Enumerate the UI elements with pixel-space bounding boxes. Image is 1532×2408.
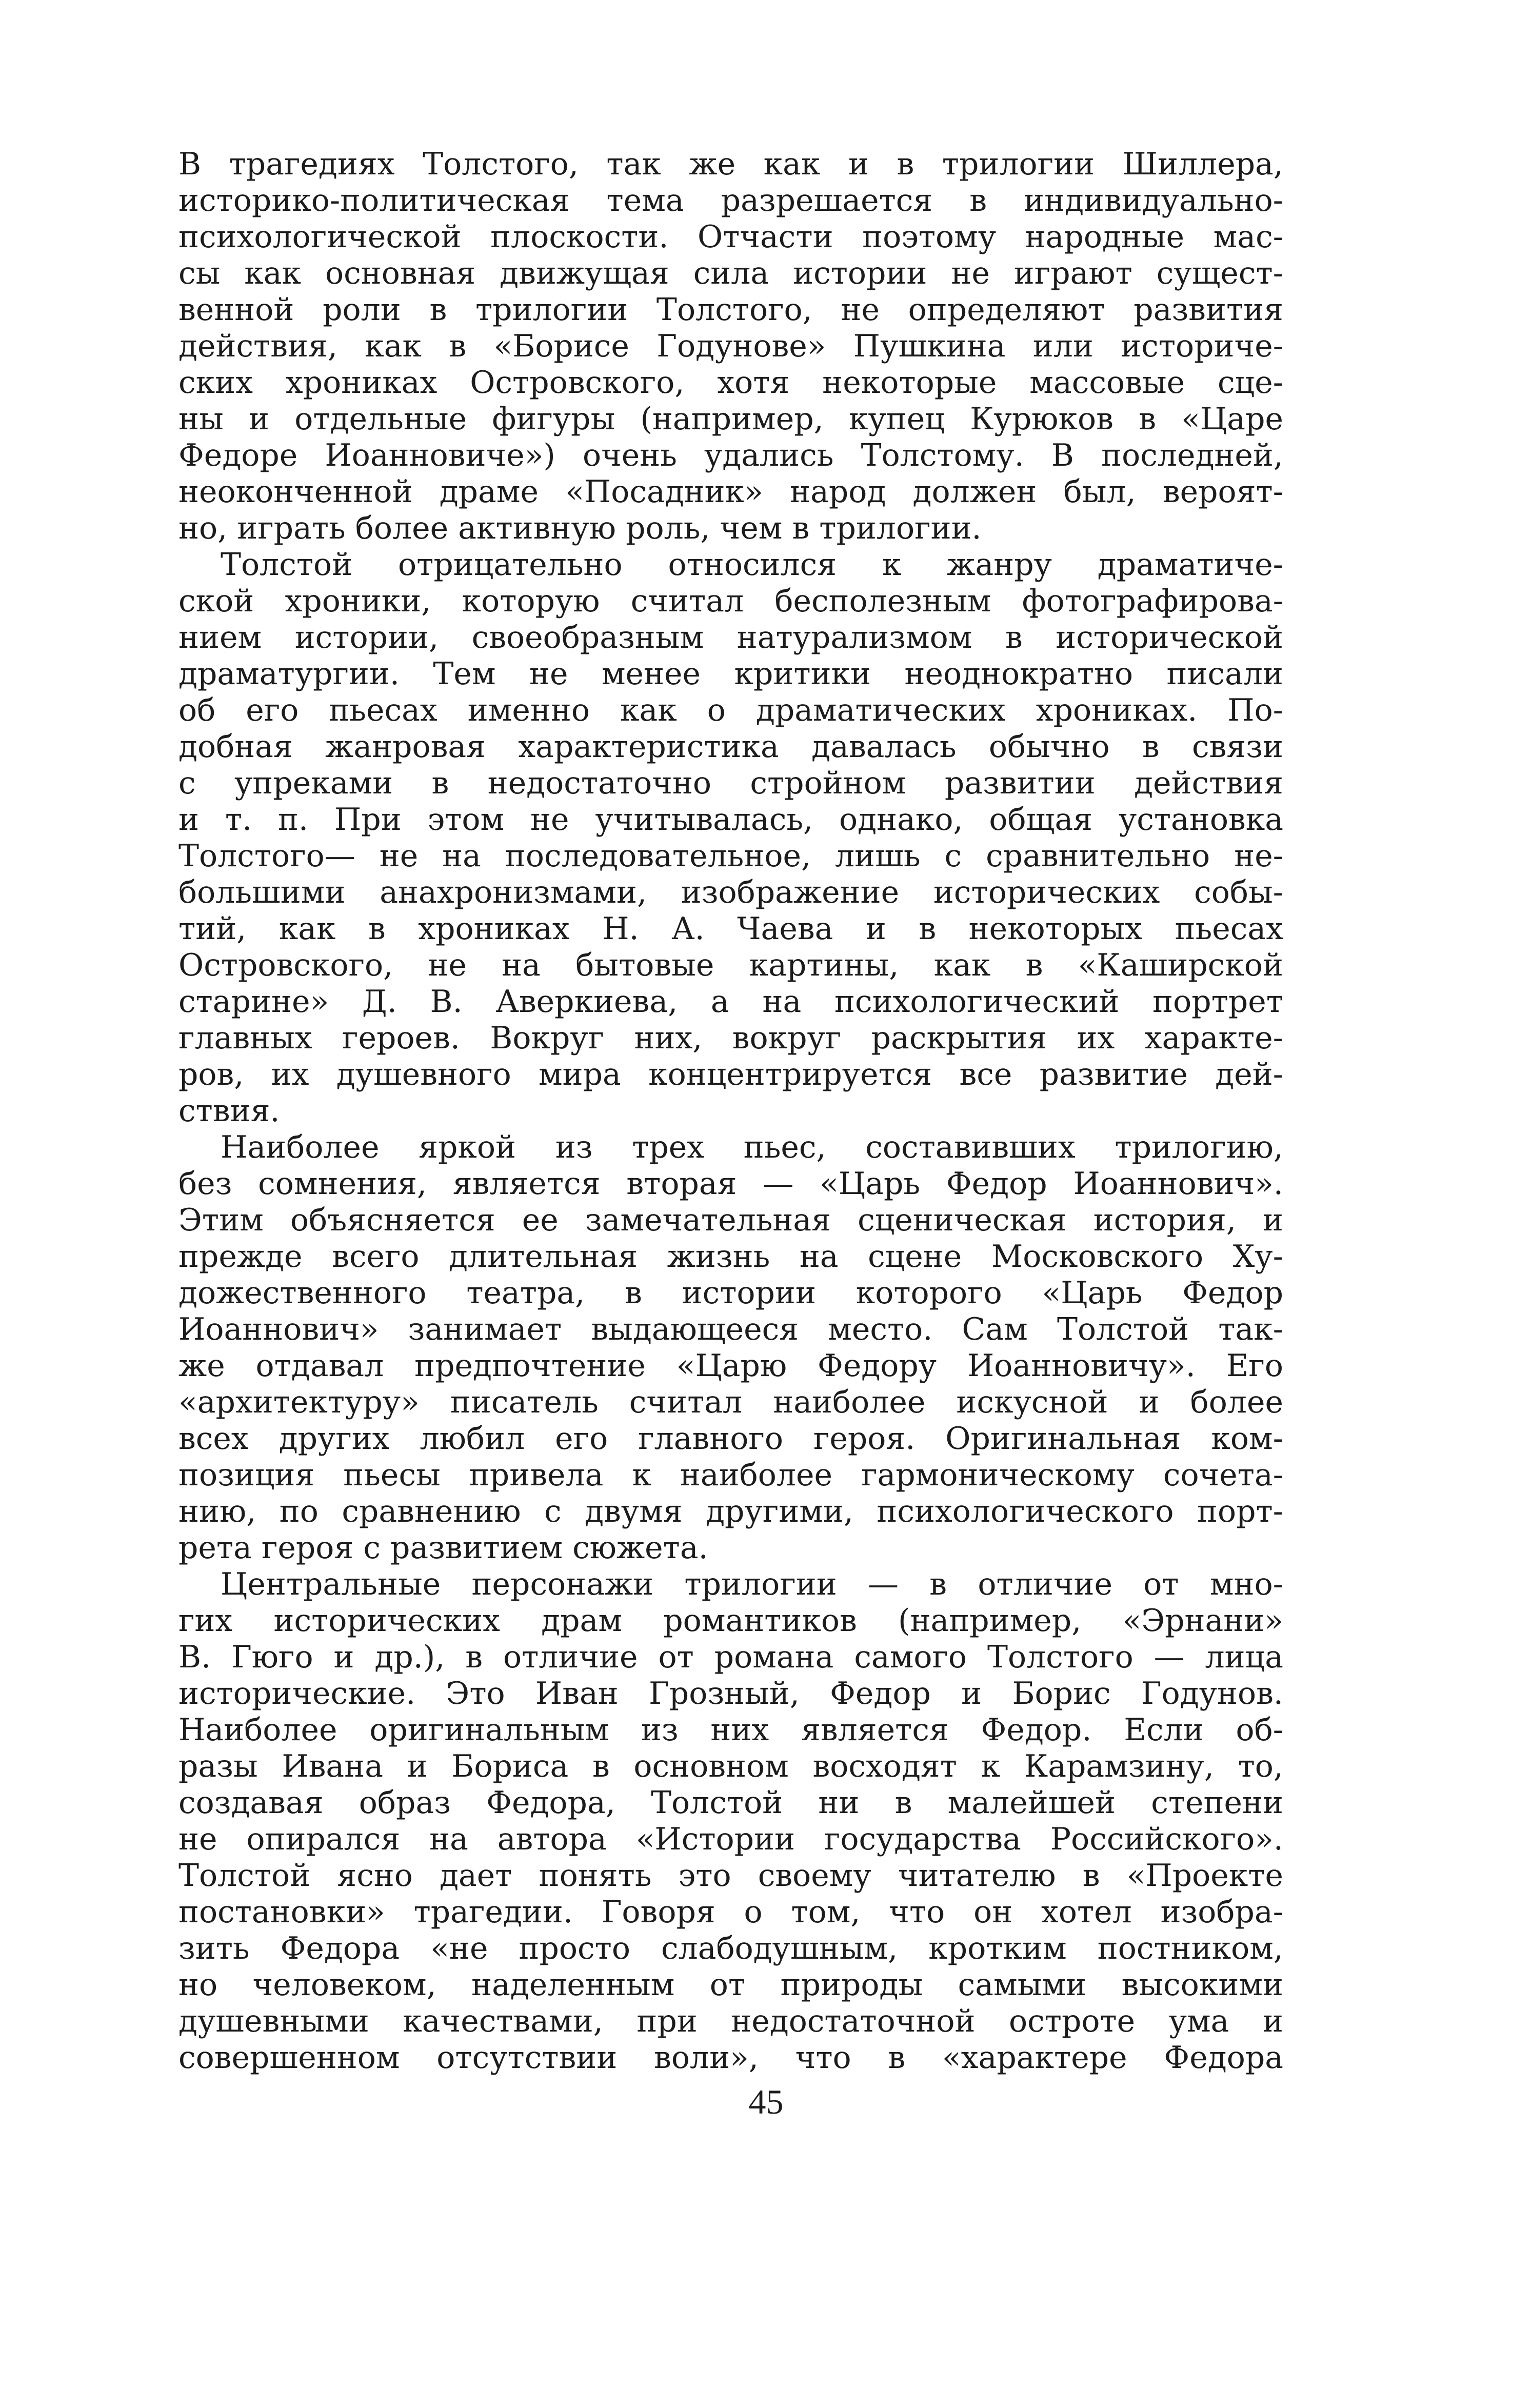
text-line: неоконченной драме «Посадник» народ должен был, вероят-: [178, 474, 1283, 510]
text-line: Иоаннович» занимает выдающееся место. Сам Толстой так-: [178, 1311, 1283, 1347]
text-line: создавая образ Федора, Толстой ни в малейшей степени: [178, 1785, 1283, 1821]
text-line: и т. п. При этом не учитывалась, однако, общая установка: [178, 802, 1283, 838]
text-line: гих исторических драм романтиков (например, «Эрнани»: [178, 1603, 1283, 1639]
text-line: Этим объясняется ее замечательная сценическая история, и: [178, 1202, 1283, 1238]
text-line: ской хроники, которую считал бесполезным фотографирова-: [178, 583, 1283, 619]
body-text: [178, 146, 1283, 2076]
text-line: прежде всего длительная жизнь на сцене Московского Ху-: [178, 1239, 1283, 1275]
text-line: В. Гюго и др.), в отличие от романа самого Толстого — лица: [178, 1639, 1283, 1675]
text-line: ров, их душевного мира концентрируется все развитие дей-: [178, 1057, 1283, 1092]
text-line: нию, по сравнению с двумя другими, психологического порт-: [178, 1494, 1283, 1529]
text-line: с упреками в недостаточно стройном развитии действия: [178, 765, 1283, 801]
text-line: Толстой ясно дает понять это своему читателю в «Проекте: [178, 1858, 1283, 1894]
text-line: не опирался на автора «Истории государства Российского».: [178, 1821, 1283, 1857]
text-line: сы как основная движущая сила истории не играют сущест-: [178, 255, 1283, 291]
text-line: нием истории, своеобразным натурализмом в исторической: [178, 620, 1283, 655]
text-line: но человеком, наделенным от природы самыми высокими: [178, 1967, 1283, 2003]
text-line: но, играть более активную роль, чем в трилогии.: [178, 510, 982, 546]
text-line: душевными качествами, при недостаточной остроте ума и: [178, 2003, 1283, 2039]
text-line: Федоре Иоанновиче») очень удались Толстому. В последней,: [178, 437, 1283, 473]
text-line: драматургии. Тем не менее критики неоднократно писали: [178, 656, 1283, 692]
text-line: Наиболее оригинальным из них является Федор. Если об-: [178, 1712, 1283, 1748]
text-line: Толстой отрицательно относился к жанру драматиче-: [221, 547, 1283, 583]
text-line: историко-политическая тема разрешается в индивидуально-: [178, 183, 1283, 218]
text-line: зить Федора «не просто слабодушным, кротким постником,: [178, 1931, 1283, 1966]
text-line: рета героя с развитием сюжета.: [178, 1530, 708, 1566]
text-line: ствия.: [178, 1093, 280, 1129]
text-line: ны и отдельные фигуры (например, купец Курюков в «Царе: [178, 401, 1283, 437]
text-line: старине» Д. В. Аверкиева, а на психологический портрет: [178, 984, 1283, 1020]
text-line: венной роли в трилогии Толстого, не определяют развития: [178, 292, 1283, 328]
text-line: Толстого— не на последовательное, лишь с сравнительно не-: [178, 838, 1283, 874]
text-line: Наиболее яркой из трех пьес, составивших трилогию,: [221, 1129, 1283, 1165]
text-line: всех других любил его главного героя. Оригинальная ком-: [178, 1421, 1283, 1457]
text-line: ских хрониках Островского, хотя некоторые массовые сце-: [178, 365, 1283, 401]
text-line: психологической плоскости. Отчасти поэтому народные мас-: [178, 219, 1283, 255]
text-line: позиция пьесы привела к наиболее гармоническому сочета-: [178, 1457, 1283, 1493]
text-line: об его пьесах именно как о драматических хрониках. По-: [178, 692, 1283, 728]
text-line: тий, как в хрониках Н. А. Чаева и в некоторых пьесах: [178, 911, 1283, 947]
page-number: 45: [748, 2082, 784, 2121]
text-line: большими анахронизмами, изображение исторических собы-: [178, 874, 1283, 910]
text-line: дожественного театра, в истории которого «Царь Федор: [178, 1275, 1283, 1311]
text-line: исторические. Это Иван Грозный, Федор и Борис Годунов.: [178, 1676, 1283, 1712]
text-line: разы Ивана и Бориса в основном восходят к Карамзину, то,: [178, 1748, 1283, 1784]
text-line: постановки» трагедии. Говоря о том, что он хотел изобра-: [178, 1894, 1283, 1930]
text-line: действия, как в «Борисе Годунове» Пушкина или историче-: [178, 328, 1283, 364]
text-line: В трагедиях Толстого, так же как и в трилогии Шиллера,: [178, 146, 1283, 182]
text-line: «архитектуру» писатель считал наиболее искусной и более: [178, 1384, 1283, 1420]
text-line: добная жанровая характеристика давалась обычно в связи: [178, 729, 1283, 765]
text-line: же отдавал предпочтение «Царю Федору Иоанновичу». Его: [178, 1348, 1283, 1384]
text-line: без сомнения, является вторая — «Царь Федор Иоаннович».: [178, 1166, 1283, 1202]
text-line: главных героев. Вокруг них, вокруг раскрытия их характе-: [178, 1020, 1283, 1056]
text-line: совершенном отсутствии воли», что в «характере Федора: [178, 2040, 1283, 2076]
text-line: Центральные персонажи трилогии — в отличие от мно-: [221, 1566, 1283, 1602]
text-line: Островского, не на бытовые картины, как в «Каширской: [178, 947, 1283, 983]
